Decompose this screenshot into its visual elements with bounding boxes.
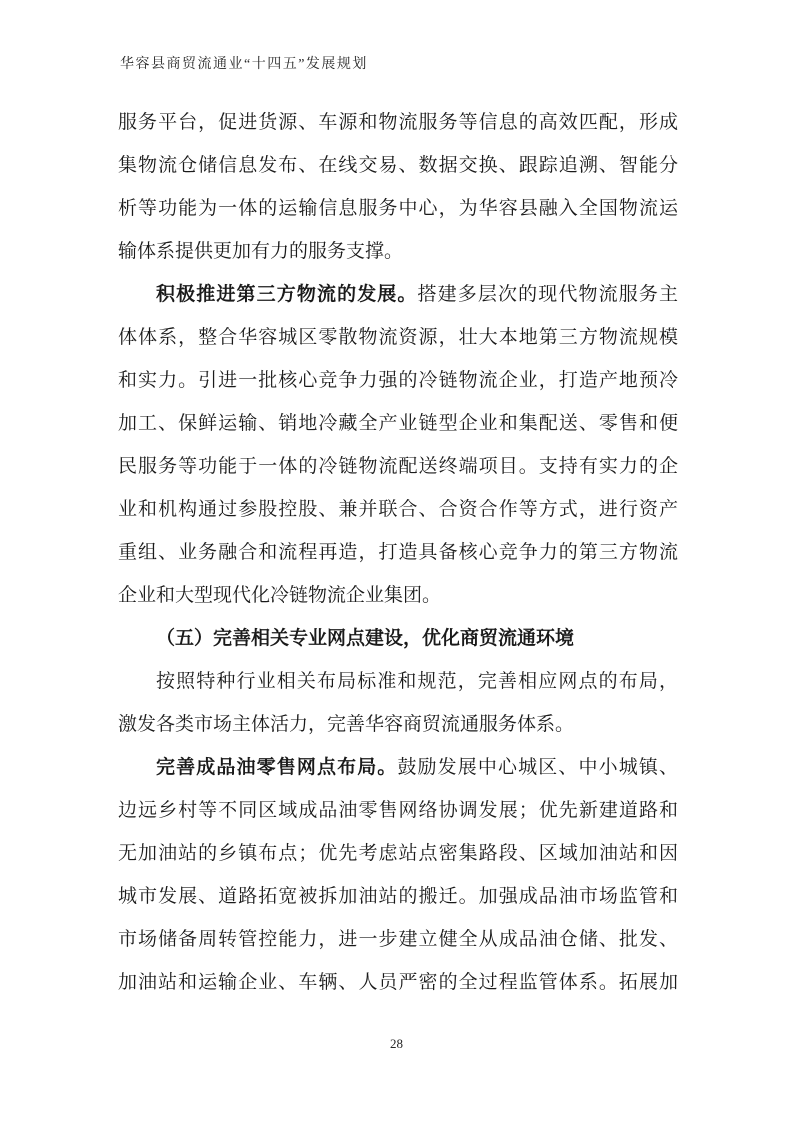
text-line [118,832,678,875]
text-line [118,488,678,531]
text-run: 城市发展、道路拓宽被拆加油站的搬迁。加强成品油市场监管和 [118,886,678,907]
text-line [118,445,678,488]
text-line [118,230,678,273]
page-header [120,53,368,73]
text-run: 按照特种行业相关布局标准和规范，完善相应网点的布局， [156,671,678,692]
text-run: 无加油站的乡镇布点；优先考虑站点密集路段、区域加油站和因 [118,843,678,864]
text-run: 体体系，整合华容城区零散物流资源，壮大本地第三方物流规模 [118,327,678,348]
text-run: 搭建多层次的现代物流服务主 [417,284,678,305]
page-number: 28 [390,1036,403,1051]
text-line [118,101,678,144]
text-run: 重组、业务融合和流程再造，打造具备核心竞争力的第三方物流 [118,542,678,563]
header-title: 华容县商贸流通业“十四五”发展规划 [120,57,368,72]
text-line [118,789,678,832]
text-run: 边远乡村等不同区域成品油零售网络协调发展；优先新建道路和 [118,800,678,821]
text-line [118,359,678,402]
text-run: 服务平台，促进货源、车源和物流服务等信息的高效匹配，形成 [118,112,678,133]
text-run: 市场储备周转管控能力，进一步建立健全从成品油仓储、批发、 [118,929,678,950]
text-line [118,187,678,230]
text-run: 输体系提供更加有力的服务支撑。 [118,241,404,262]
text-line [118,918,678,961]
text-line [118,316,678,359]
text-run: 集物流仓储信息发布、在线交易、数据交换、跟踪追溯、智能分 [118,155,678,176]
page-footer [0,1036,793,1052]
text-line [118,617,678,660]
text-line [118,660,678,703]
bold-text-run: （五）完善相关专业网点建设，优化商贸流通环境 [156,628,575,649]
text-line [118,875,678,918]
text-line [118,531,678,574]
text-line [118,273,678,316]
text-line [118,961,678,1004]
text-line [118,574,678,617]
text-line [118,703,678,746]
bold-text-run: 完善成品油零售网点布局。 [156,757,398,778]
text-line [118,746,678,789]
text-run: 析等功能为一体的运输信息服务中心，为华容县融入全国物流运 [118,198,678,219]
document-body [118,101,678,1004]
text-line [118,144,678,187]
text-run: 加工、保鲜运输、销地冷藏全产业链型企业和集配送、零售和便 [118,413,678,434]
text-run: 和实力。引进一批核心竞争力强的冷链物流企业，打造产地预冷 [118,370,678,391]
text-run: 民服务等功能于一体的冷链物流配送终端项目。支持有实力的企 [118,456,678,477]
text-run: 加油站和运输企业、车辆、人员严密的全过程监管体系。拓展加 [118,972,678,993]
text-run: 激发各类市场主体活力，完善华容商贸流通服务体系。 [118,714,575,735]
bold-text-run: 积极推进第三方物流的发展。 [156,284,418,305]
text-run: 企业和大型现代化冷链物流企业集团。 [118,585,442,606]
text-line [118,402,678,445]
text-run: 鼓励发展中心城区、中小城镇、 [397,757,678,778]
text-run: 业和机构通过参股控股、兼并联合、合资合作等方式，进行资产 [118,499,678,520]
